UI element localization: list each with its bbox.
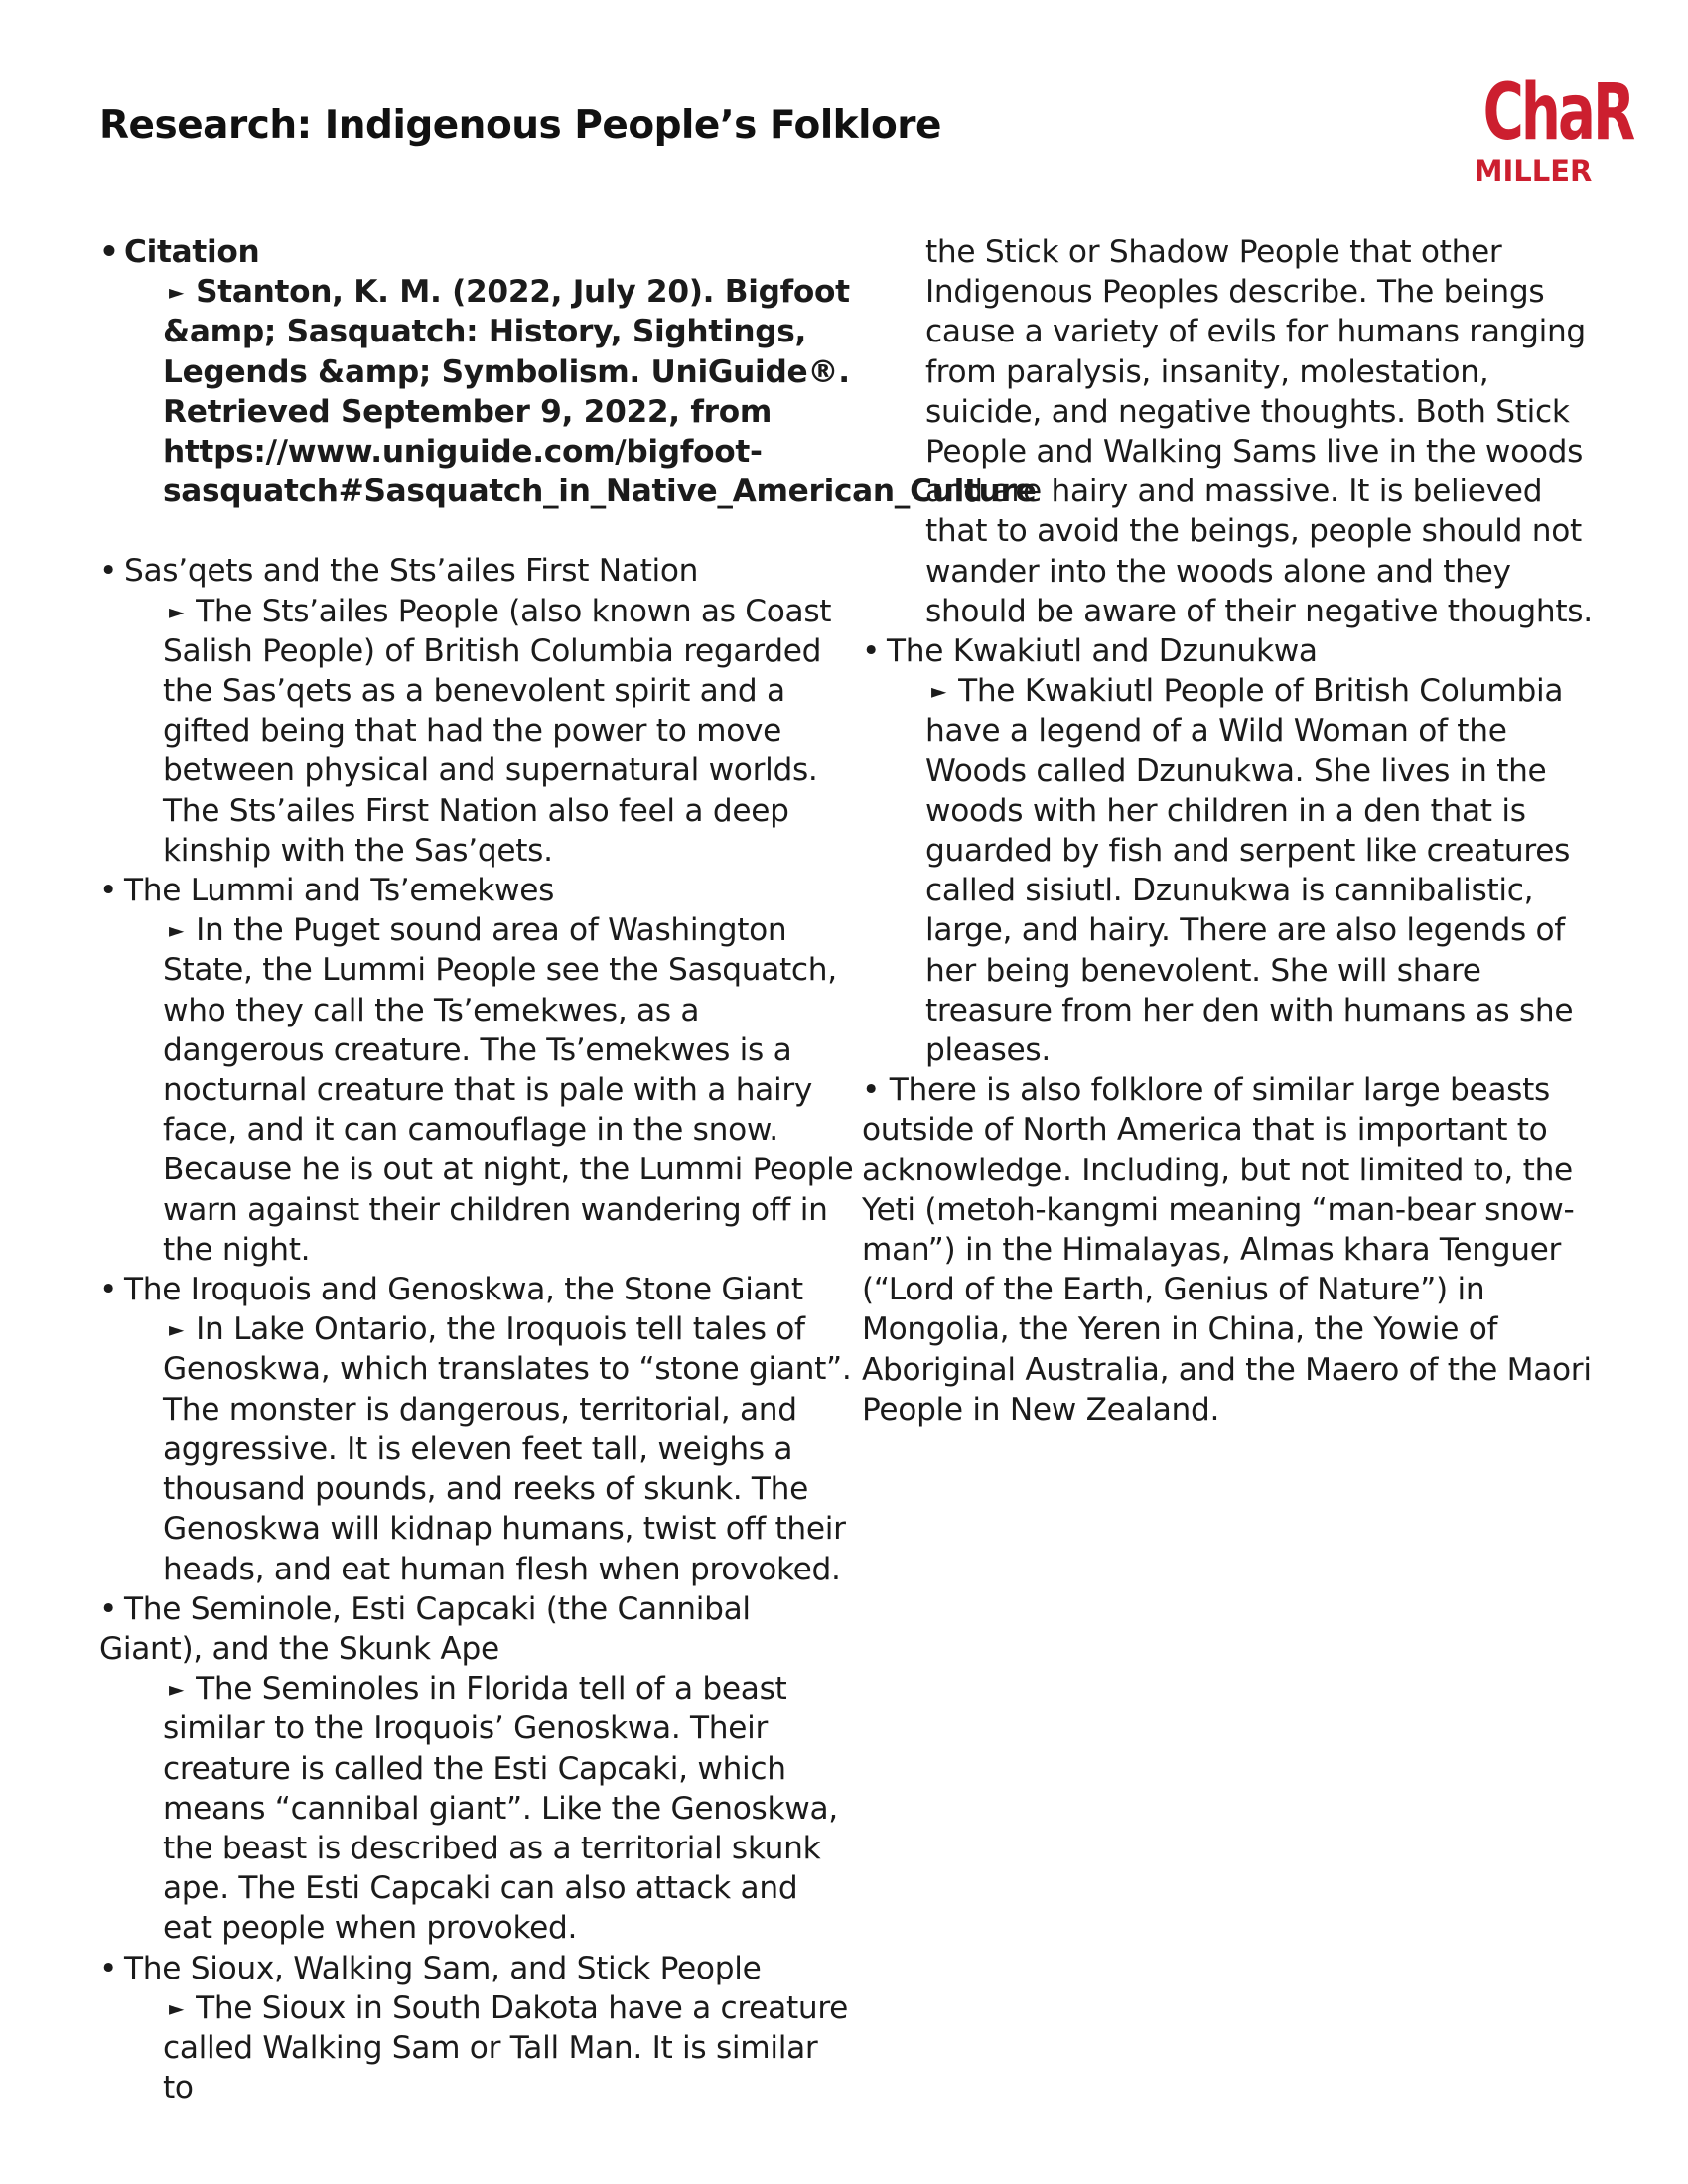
section-seminole: [99, 1589, 854, 1949]
arrow-icon: ►: [169, 280, 185, 305]
section-heading-row: [99, 1949, 854, 1988]
section-sioux-continued: [862, 232, 1597, 631]
section-text: The Seminoles in Florida tell of a beast similar to the Iroquois’ Genoskwa. Their creature is called the Esti Capcaki, which means “cannibal giant”. Like the Genoskwa, the beast is described as a territorial skunk ape. The Esti Capcaki can also attack and eat people when provoked.: [163, 1671, 838, 1947]
citation-heading-row: [99, 232, 854, 272]
citation-heading: Citation: [124, 234, 260, 270]
left-column: [99, 232, 1037, 2108]
section-heading-row: [99, 551, 854, 591]
bullet-icon: •: [99, 234, 119, 270]
closing-note-row: [862, 1070, 1597, 1430]
bullet-icon: •: [862, 1072, 881, 1109]
closing-note: There is also folklore of similar large beasts outside of North America that is important to acknowledge. Including, but not limited to, the Yeti (metoh-kangmi meaning “man-bear snow-man”) in the Himalayas, Almas khara Tenguer (“Lord of the Earth, Genius of Nature”) in Mongolia, the Yeren in China, the Yowie of Aboriginal Australia, and the Maero of the Maori People in New Zealand.: [862, 1072, 1592, 1428]
section-lummi: [99, 871, 854, 1270]
logo-wordmark: ChaR: [1482, 68, 1633, 158]
section-heading-row: [99, 1270, 854, 1309]
brand-logo: [1464, 68, 1633, 218]
section-text-row: [99, 1988, 854, 2109]
section-heading-row: [99, 1589, 854, 1669]
bullet-icon: •: [862, 633, 881, 670]
bullet-icon: •: [99, 1272, 118, 1308]
citation-text: Stanton, K. M. (2022, July 20). Bigfoot &amp; Sasquatch: History, Sightings, Legends &amp; Symbolism. UniGuide®. Retrieved September 9, 2022, from https://www.uniguide.com/bigfoot-sasquatch#Sasquatch_in_Native_American_Culture: [163, 274, 1037, 510]
section-text-row: [862, 671, 1597, 1070]
section-text-row: [99, 1309, 854, 1588]
right-column: [862, 232, 1597, 1430]
arrow-icon: ►: [169, 1677, 185, 1702]
section-text-row: [99, 592, 854, 871]
section-text-row: [99, 1669, 854, 1948]
section-heading: The Kwakiutl and Dzunukwa: [887, 633, 1318, 670]
arrow-icon: ►: [169, 1317, 185, 1342]
arrow-icon: ►: [931, 679, 947, 704]
section-text: The Sioux in South Dakota have a creature called Walking Sam or Tall Man. It is similar to: [163, 1989, 849, 2107]
section-sioux: [99, 1949, 854, 2109]
section-text-continued: the Stick or Shadow People that other Indigenous Peoples describe. The beings cause a variety of evils for humans ranging from paralysis, insanity, molestation, suicide, and negative thoughts. Both Stick People and Walking Sams live in the woods and are hairy and massive. It is believed that to avoid the beings, people should not wander into the woods alone and they should be aware of their negative thoughts.: [925, 234, 1593, 629]
section-heading-row: [862, 631, 1597, 671]
section-text: The Kwakiutl People of British Columbia have a legend of a Wild Woman of the Woods called Dzunukwa. She lives in the woods with her children in a den that is guarded by fish and serpent like creatures called sisiutl. Dzunukwa is cannibalistic, large, and hairy. There are also legends of her being benevolent. She will share treasure from her den with humans as she pleases.: [925, 673, 1574, 1069]
section-text: In the Puget sound area of Washington State, the Lummi People see the Sasquatch, who they call the Ts’emekwes, as a dangerous creature. The Ts’emekwes is a nocturnal creature that is pale with a hairy face, and it can camouflage in the snow. Because he is out at night, the Lummi People warn against their children wandering off in the night.: [163, 912, 854, 1268]
arrow-icon: ►: [169, 918, 185, 943]
section-sasqets: [99, 551, 854, 871]
section-heading: The Sioux, Walking Sam, and Stick People: [124, 1950, 762, 1986]
arrow-icon: ►: [169, 599, 185, 623]
citation-block: [99, 232, 1037, 511]
section-heading: The Iroquois and Genoskwa, the Stone Giant: [124, 1272, 803, 1308]
section-text: In Lake Ontario, the Iroquois tell tales of Genoskwa, which translates to “stone giant”. The monster is dangerous, territorial, and aggressive. It is eleven feet tall, weighs a thousand pounds, and reeks of skunk. The Genoskwa will kidnap humans, twist off their heads, and eat human flesh when provoked.: [163, 1311, 852, 1587]
bullet-icon: •: [99, 873, 118, 909]
page-title: Research: Indigenous People’s Folklore: [99, 103, 941, 148]
closing-note-block: [862, 1070, 1597, 1430]
section-heading-row: [99, 871, 854, 910]
section-heading: The Seminole, Esti Capcaki (the Cannibal Giant), and the Skunk Ape: [99, 1590, 751, 1667]
logo-subtext: MILLER: [1474, 154, 1593, 188]
section-iroquois: [99, 1270, 854, 1589]
arrow-icon: ►: [169, 1995, 185, 2020]
spacer: [99, 511, 854, 551]
section-kwakiutl: [862, 631, 1597, 1070]
citation-text-row: [99, 272, 1037, 511]
bullet-icon: •: [99, 1950, 118, 1986]
bullet-icon: •: [99, 553, 118, 590]
bullet-icon: •: [99, 1590, 118, 1627]
section-text-row: [99, 910, 854, 1270]
section-text: The Sts’ailes People (also known as Coast Salish People) of British Columbia regarded the Sas’qets as a benevolent spirit and a gifted being that had the power to move between physical and supernatural worlds. The Sts’ailes First Nation also feel a deep kinship with the Sas’qets.: [163, 593, 832, 869]
section-heading: Sas’qets and the Sts’ailes First Nation: [124, 553, 699, 590]
section-heading: The Lummi and Ts’emekwes: [124, 873, 555, 909]
